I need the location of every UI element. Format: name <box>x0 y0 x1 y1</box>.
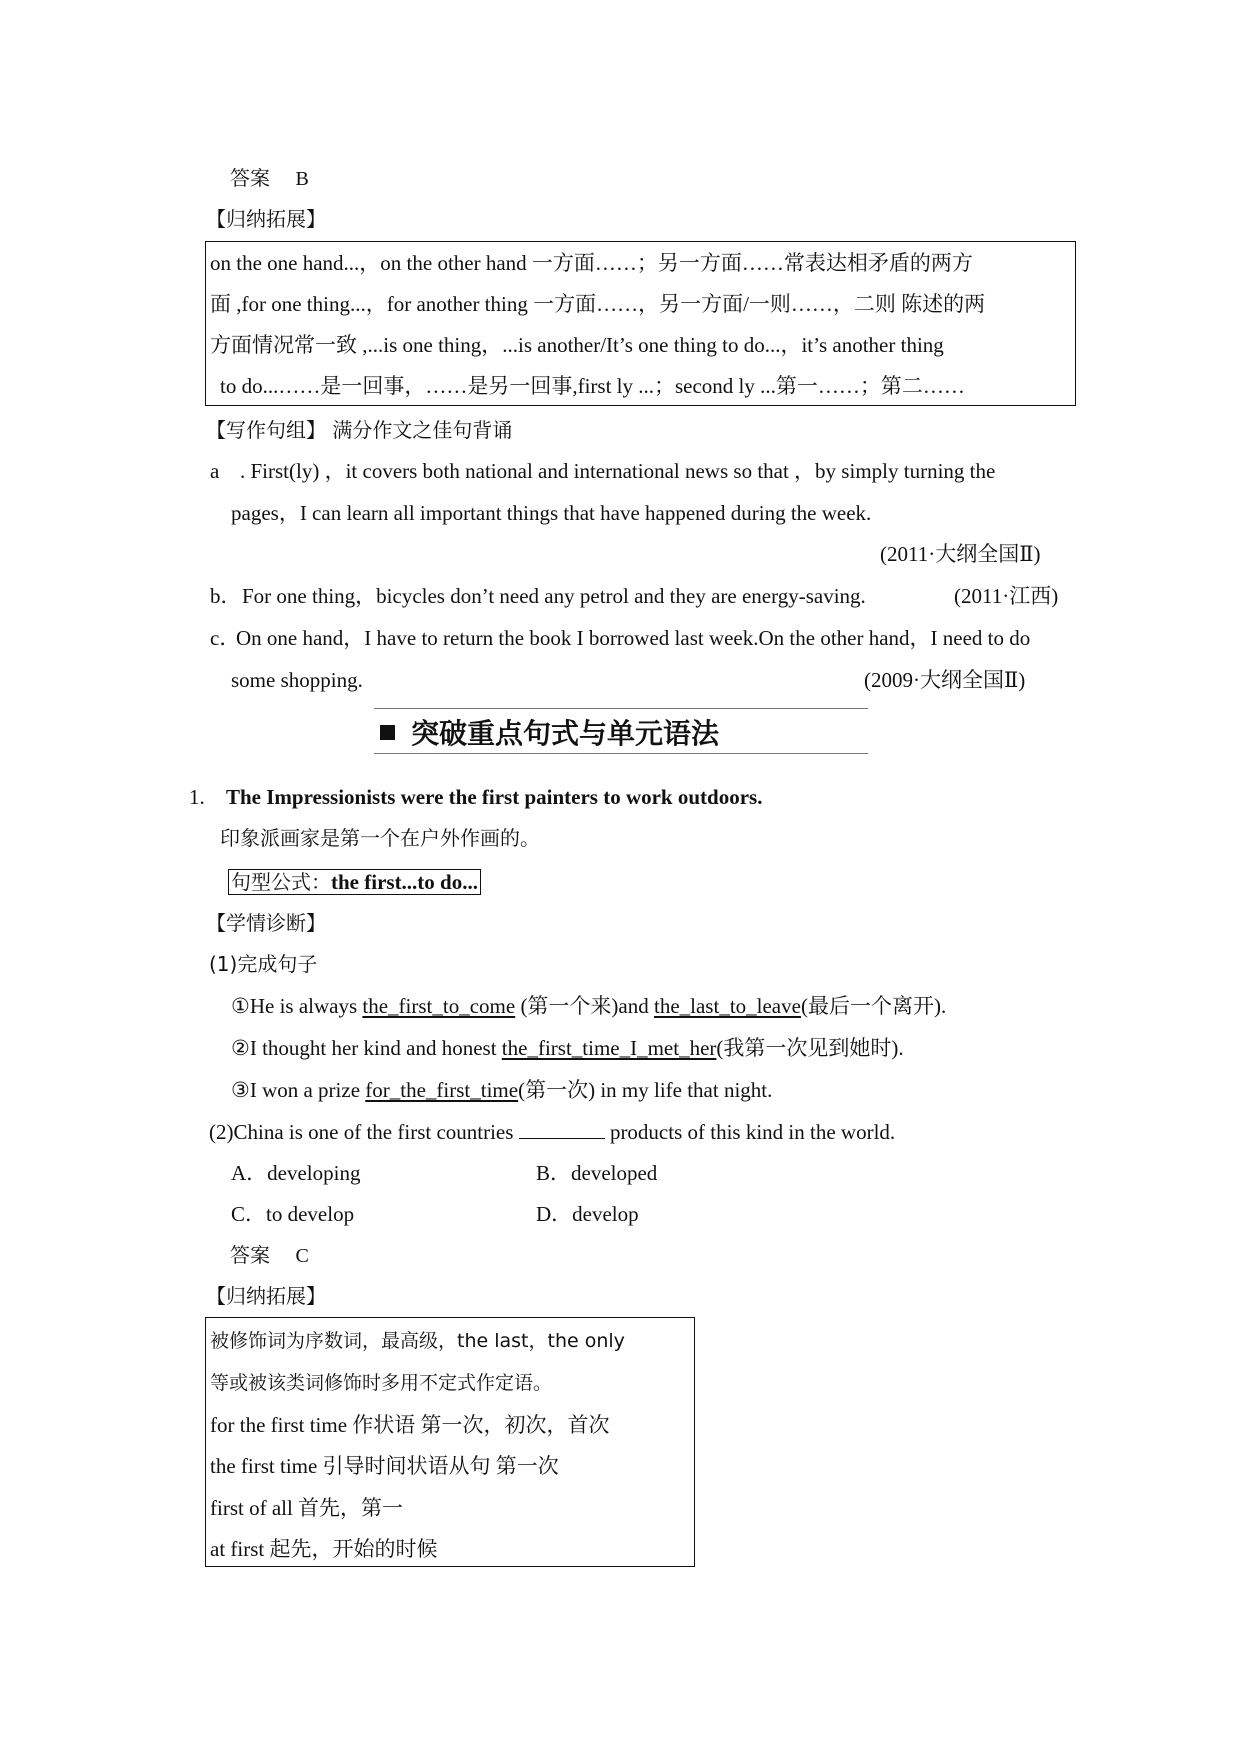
fill-sentence-3 <box>231 1075 772 1105</box>
expand-line: 等或被该类词修饰时多用不定式作定语。 <box>210 1372 553 1394</box>
sentence-b-source: (2011·江西) <box>954 584 1059 608</box>
option-b: B．developed <box>536 1161 658 1185</box>
expand-line: 被修饰词为序数词，最高级，the last，the only <box>210 1330 625 1352</box>
diagnose-header: 【学情诊断】 <box>206 911 326 935</box>
answer-1: the_first_to_come <box>362 994 516 1018</box>
question-translation: 印象派画家是第一个在户外作画的。 <box>220 826 540 850</box>
text: (2)China is one of the first countries <box>209 1120 519 1144</box>
answer-label: 答案 <box>230 166 270 190</box>
answer-value: B <box>295 168 309 190</box>
sentence-b-label: b． <box>210 584 242 608</box>
sentence-a-line2: pages，I can learn all important things that have happened during the week. <box>231 501 872 525</box>
question-number: 1. <box>189 785 205 809</box>
expand-line: 面 ,for one thing...，for another thing 一方面……，另一方面/一则……，二则 陈述的两 <box>210 292 986 316</box>
expand-line: 方面情况常一致 ,...is one thing，...is another/It’s one thing to do...，it’s another thing <box>210 333 944 357</box>
square-bullet-icon <box>380 725 395 740</box>
sentence-b-text: For one thing，bicycles don’t need any petrol and they are energy-saving. <box>242 584 866 608</box>
answer-label: 答案 <box>230 1243 270 1267</box>
text: ②I thought her kind and honest <box>231 1036 502 1060</box>
section-title-text: 突破重点句式与单元语法 <box>411 717 720 750</box>
sentence-a-line1: . First(ly) ，it covers both national and international news so that ，by simply turning the <box>240 459 996 483</box>
expand-box <box>205 241 1076 406</box>
text: (第一次) in my life that night. <box>518 1078 773 1102</box>
answer-line <box>230 1240 309 1271</box>
sentence-c-label: c． <box>210 626 241 650</box>
question-sentence: The Impressionists were the first painters to work outdoors. <box>226 785 763 809</box>
expand-line: at first 起先，开始的时候 <box>210 1537 438 1561</box>
answer-blank <box>519 1120 605 1139</box>
section-rule-top <box>374 708 868 709</box>
sentence-c-line2: some shopping. <box>231 668 363 692</box>
answer: for_the_first_time <box>365 1078 519 1102</box>
sentence-c-line1: On one hand，I have to return the book I borrowed last week.On the other hand，I need to do <box>236 626 1031 650</box>
text: ③I won a prize <box>231 1078 366 1102</box>
sentence-c-source: (2009·大纲全国Ⅱ) <box>864 668 1026 692</box>
answer-2: the_last_to_leave <box>654 994 801 1018</box>
text: (最后一个离开). <box>800 994 947 1018</box>
sentence-a-label: a <box>210 459 220 483</box>
expand-line: on the one hand...，on the other hand 一方面……；另一方面……常表达相矛盾的两方 <box>210 251 973 275</box>
sentence-a-source: (2011·大纲全国Ⅱ) <box>880 542 1041 566</box>
formula-label: 句型公式： <box>231 870 331 894</box>
answer-line <box>230 163 309 194</box>
section-title <box>380 714 719 754</box>
fill-sentence-1 <box>231 991 946 1021</box>
option-c: C．to develop <box>231 1202 355 1226</box>
expand-line: for the first time 作状语 第一次，初次，首次 <box>210 1413 610 1437</box>
expand-line: to do...……是一回事，……是另一回事,first ly ...；second ly ...第一……；第二…… <box>220 374 965 398</box>
text: (第一个来)and <box>515 994 654 1018</box>
expand-box <box>205 1317 695 1567</box>
answer: the_first_time_I_met_her <box>501 1036 717 1060</box>
formula-text: the first...to do... <box>331 870 478 894</box>
expand-line: the first time 引导时间状语从句 第一次 <box>210 1454 559 1478</box>
formula-box <box>228 869 481 895</box>
expand-header: 【归纳拓展】 <box>206 1284 326 1308</box>
fill-sentence-2 <box>231 1033 904 1063</box>
option-d: D．develop <box>536 1202 639 1226</box>
expand-header: 【归纳拓展】 <box>206 207 326 231</box>
option-a: A．developing <box>231 1161 361 1185</box>
part1-title: (1)完成句子 <box>209 952 318 976</box>
writing-header: 【写作句组】 满分作文之佳句背诵 <box>206 418 513 442</box>
part2-question <box>209 1117 895 1147</box>
section-rule-bottom <box>374 753 868 754</box>
answer-value: C <box>295 1245 309 1267</box>
expand-line: first of all 首先，第一 <box>210 1496 404 1520</box>
text: products of this kind in the world. <box>604 1120 896 1144</box>
text: (我第一次见到她时). <box>716 1036 904 1060</box>
text: ①He is always <box>231 994 363 1018</box>
